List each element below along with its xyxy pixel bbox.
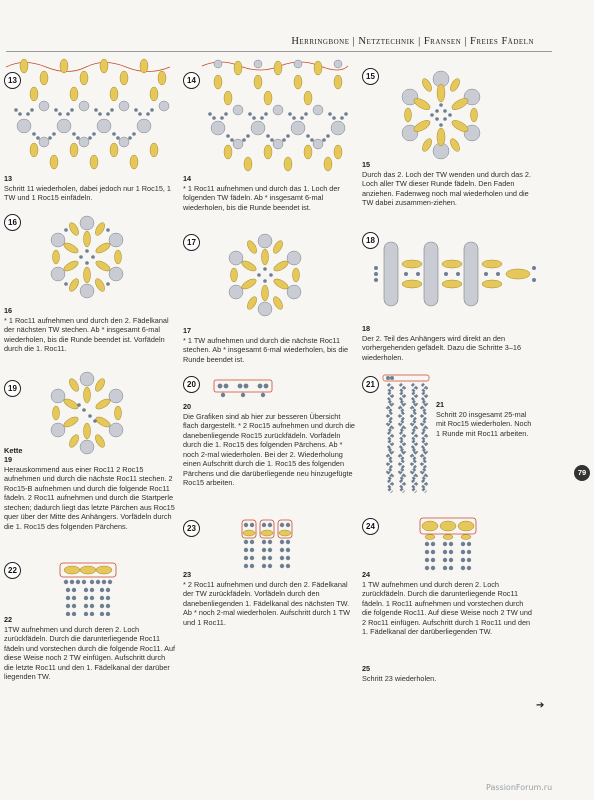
step-14-figure: [200, 54, 350, 172]
watermark: PassionForum.ru: [486, 783, 553, 792]
step-description: Herauskommend aus einer Roc11 2 Roc15 aufnehmen und durch die nächste Roc11 stechen. 2 Roc15-B aufnehmen und durch die folgende Roc11 fädeln. 2 Roc11 aufnehmen und durch die Startperle stechen; dadurch liegt das letzte Pärchen aus Roc15 quer über der Mitte des Anhängers. Vorfädeln durch die 1. Roc15 des folgenden Pärchens.: [4, 464, 175, 531]
step-badge-18: 18: [362, 232, 379, 249]
step-21-text: [436, 400, 536, 438]
step-17-text: [183, 326, 353, 364]
step-number: 19: [4, 455, 13, 464]
step-description: Schritt 11 wiederholen, dabei jedoch nur 1 Roc15, 1 TW und 1 Roc15 einfädeln.: [4, 183, 171, 202]
step-badge-13: 13: [4, 72, 21, 89]
step-description: * 1 TW aufnehmen und durch die nächste Roc11 stechen. Ab * insgesamt 6-mal wiederholen, bis die Runde beendet ist.: [183, 335, 349, 364]
step-18-figure: [372, 238, 540, 310]
step-13-figure: [4, 50, 174, 172]
netting-pattern-figure: [6, 59, 170, 169]
step-description: * 2 Roc11 aufnehmen und durch den 2. Fädelkanal der TW zurückfädeln. Vorfädeln durch den danebenliegenden 1. Fädelkanal des nächsten TW. Ab * noch 2-mal wiederholen. Aufschritt durch 1 TW und 1 Roc11.: [183, 579, 350, 627]
step-21-figure: [382, 374, 430, 500]
step-description: Schritt 20 insgesamt 25-mal mit Roc15 wiederholen. Noch 1 Runde mit Roc11 arbeiten.: [436, 409, 532, 438]
step-badge-21: 21: [362, 376, 379, 393]
step-15-text: [362, 160, 534, 208]
step-badge-16: 16: [4, 214, 21, 231]
step-16-text: [4, 306, 174, 354]
step-description: * 1 Roc11 aufnehmen und durch das 1. Loch der folgenden TW fädeln. Ab * insgesamt 6-mal wiederholen, bis die Runde beendet ist.: [183, 183, 340, 212]
step-badge-17: 17: [183, 234, 200, 251]
step-15-figure: [396, 70, 486, 160]
step-badge-20: 20: [183, 376, 200, 393]
step-badge-19: 19: [4, 380, 21, 397]
step-number: 13: [4, 174, 13, 183]
step-badge-15: 15: [362, 68, 379, 85]
step-description: Durch das 2. Loch der TW wenden und durch das 2. Loch aller TW dieser Runde fädeln. Den Faden anziehen. Fadenweg noch mal wiederholen und die TW dabei zusammen-ziehen.: [362, 169, 532, 207]
step-number: 25: [362, 664, 371, 673]
step-description: 1TW aufnehmen und durch deren 2. Loch zurückfädeln. Durch die darunterliegende Roc11 fädeln und vorstechen durch die folgende Roc11. Auf diese Weise noch 2 TW einfügen. Aufschritt durch die letzte Roc11 und den 1. Fädelkanal der darüber liegenden TW.: [4, 624, 176, 681]
next-page-arrow-icon: ➔: [536, 700, 545, 711]
step-description: 1 TW aufnehmen und durch deren 2. Loch zurückfädeln. Durch die darunterliegende Roc11 fädeln. 1 Roc11 aufnehmen und vorstechen durch die folgende Roc11. Auf diese Weise noch 2 TW und 2 Roc11 einfügen. Aufschritt durch 1 Roc11 und den 1. Fädelkanal der darüberliegenden TW.: [362, 579, 532, 636]
step-number: 14: [183, 174, 192, 183]
page-number: 79: [574, 465, 590, 481]
step-17-figure: [222, 232, 308, 318]
step-number: 23: [183, 570, 192, 579]
step-24-figure: [418, 516, 478, 572]
step-number: 22: [4, 615, 13, 624]
step-16-figure: [44, 214, 130, 300]
seed-bead-columns: [388, 384, 426, 492]
step-22-text: [4, 615, 176, 682]
section-title-kette: Kette: [4, 446, 23, 455]
step-25-text: [362, 664, 534, 683]
step-24-text: [362, 570, 534, 637]
step-20-figure: [212, 378, 274, 398]
step-18-text: [362, 324, 534, 362]
step-number: 20: [183, 402, 192, 411]
step-19-text: [4, 455, 176, 531]
step-badge-24: 24: [362, 518, 379, 535]
step-14-text: [183, 174, 351, 212]
step-23-text: [183, 570, 355, 627]
step-19-figure: [44, 370, 130, 456]
step-description: Die Grafiken sind ab hier zur besseren Übersicht flach dargestellt. * 2 Roc15 aufnehmen und durch die danebenliegende Roc15 zurückfädeln. Vorfädeln durch die 1. Roc15 des folgenden Pärchens. Ab * noch 2-mal wiederholen. Bei der 2. Wiederholung einen Aufschritt durch die 1. Roc15 des folgenden Pärchens und die darüberliegende neu hinzugefügte Roc15 arbeiten.: [183, 411, 355, 487]
step-number: 24: [362, 570, 371, 579]
step-13-text: [4, 174, 172, 203]
step-badge-23: 23: [183, 520, 200, 537]
step-20-text: [183, 402, 355, 488]
step-number: 21: [436, 400, 445, 409]
step-description: * 1 Roc11 aufnehmen und durch den 2. Fädelkanal der nächsten TW stechen. Ab * insgesamt 6-mal wiederholen, bis die Runde beendet ist. Vorfädeln durch die 1. Roc11.: [4, 315, 169, 353]
step-description: Schritt 23 wiederholen.: [362, 673, 437, 683]
step-number: 16: [4, 306, 13, 315]
step-22-figure: [58, 560, 118, 616]
step-description: Der 2. Teil des Anhängers wird direkt an den vorhergehenden gefädelt. Dazu die Schritte 3–16 wiederholen.: [362, 333, 522, 362]
step-number: 17: [183, 326, 192, 335]
step-23-figure: [238, 518, 298, 570]
step-number: 15: [362, 160, 371, 169]
step-badge-14: 14: [183, 72, 200, 89]
step-number: 18: [362, 324, 371, 333]
step-badge-22: 22: [4, 562, 21, 579]
page-header: Herringbone | Netztechnik | Fransen | Freies Fädeln: [291, 36, 534, 47]
